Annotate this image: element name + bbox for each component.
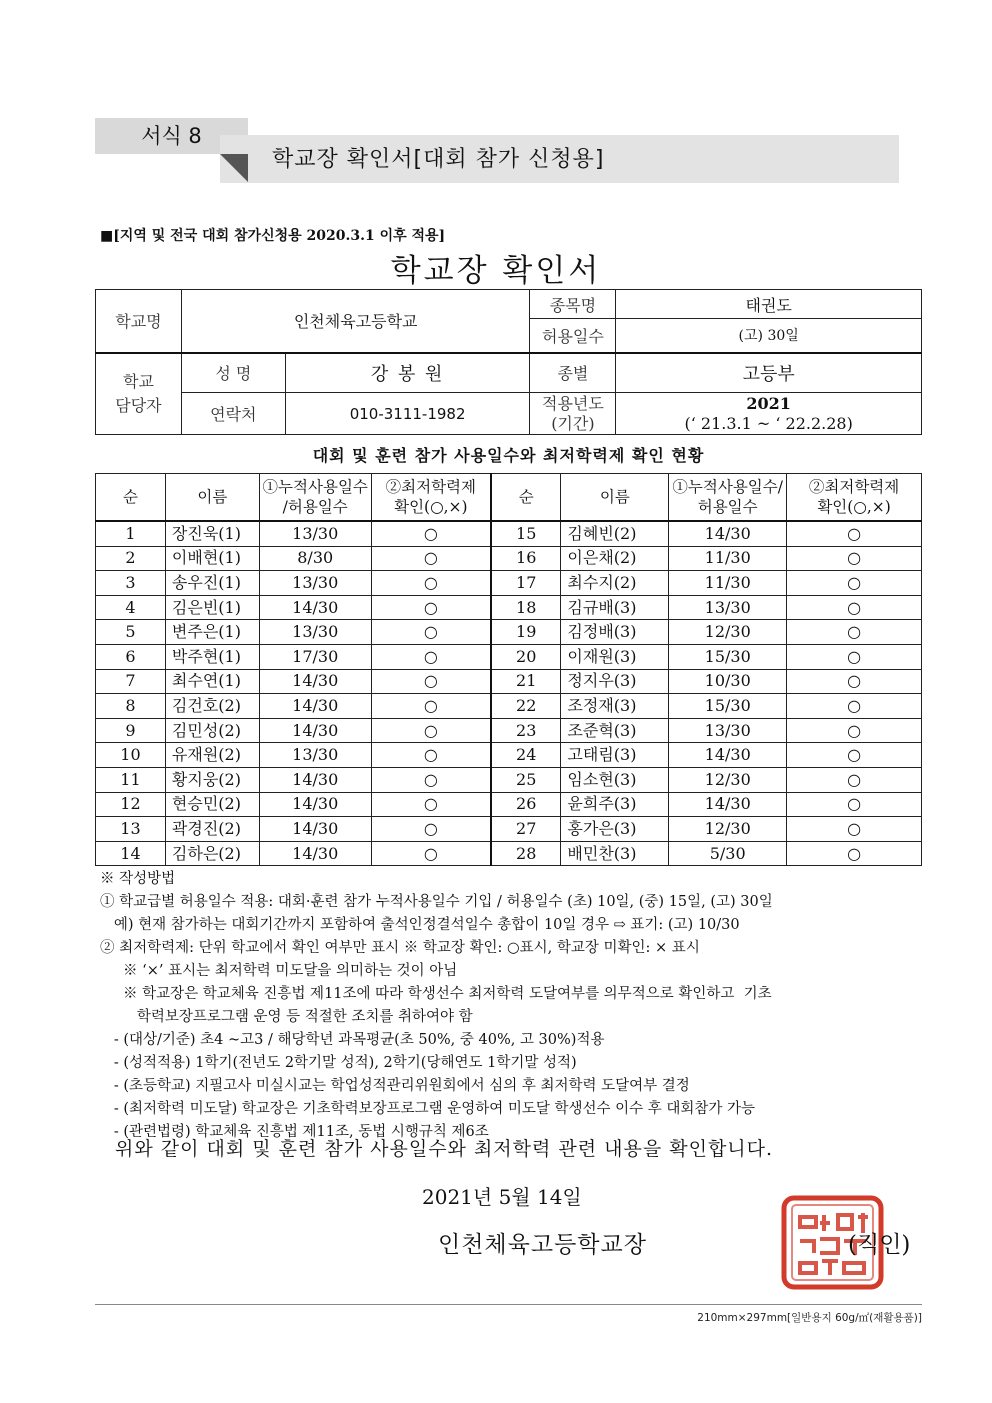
used-days-right: 14/30 — [669, 743, 787, 768]
student-name-right: 김정배(3) — [561, 620, 669, 645]
used-days-left: 14/30 — [259, 669, 371, 694]
check-right: ○ — [787, 817, 922, 842]
student-name-right: 김혜빈(2) — [561, 521, 669, 546]
student-name-left: 장진욱(1) — [165, 521, 259, 546]
year-label: 적용년도 (기간) — [530, 393, 616, 435]
manager-label: 학교 담당자 — [96, 353, 182, 435]
row-no-left: 6 — [96, 644, 166, 669]
student-name-right: 이은채(2) — [561, 546, 669, 571]
row-no-right: 23 — [491, 718, 561, 743]
confirmation-statement: 위와 같이 대회 및 훈련 참가 사용일수와 최저학력 관련 내용을 확인합니다. — [115, 1138, 774, 1160]
used-days-right: 12/30 — [669, 620, 787, 645]
used-days-right: 11/30 — [669, 546, 787, 571]
row-no-right: 25 — [491, 767, 561, 792]
row-no-left: 9 — [96, 718, 166, 743]
applicability-notice: ■[지역 및 전국 대회 참가신청용 2020.3.1 이후 적용] — [100, 228, 446, 244]
row-no-right: 16 — [491, 546, 561, 571]
principal-name: 인천체육고등학교장 — [438, 1232, 647, 1258]
check-left: ○ — [371, 792, 491, 817]
used-days-right: 15/30 — [669, 644, 787, 669]
student-name-left: 최수연(1) — [165, 669, 259, 694]
check-left: ○ — [371, 817, 491, 842]
check-left: ○ — [371, 841, 491, 866]
row-no-right: 18 — [491, 595, 561, 620]
student-name-right: 홍가은(3) — [561, 817, 669, 842]
table-row — [96, 841, 922, 866]
used-days-left: 13/30 — [259, 521, 371, 546]
row-no-left: 2 — [96, 546, 166, 571]
check-right: ○ — [787, 595, 922, 620]
contact-value: 010-3111-1982 — [285, 393, 530, 435]
check-right: ○ — [787, 743, 922, 768]
used-days-right: 11/30 — [669, 571, 787, 596]
row-no-left: 3 — [96, 571, 166, 596]
check-left: ○ — [371, 571, 491, 596]
instruction-line: ※ 학교장은 학교체육 진흥법 제11조에 따라 학생선수 최저학력 도달여부를 의무적으로 확인하고 기초 — [100, 986, 772, 1002]
row-no-right: 27 — [491, 817, 561, 842]
student-name-left: 박주현(1) — [165, 644, 259, 669]
check-left: ○ — [371, 620, 491, 645]
table-row — [96, 718, 922, 743]
instruction-line: - (최저학력 미도달) 학교장은 기초학력보장프로그램 운영하여 미도달 학생선수 이수 후 대회참가 가능 — [100, 1101, 756, 1117]
student-name-left: 송우진(1) — [165, 571, 259, 596]
row-no-right: 22 — [491, 694, 561, 719]
used-days-left: 14/30 — [259, 817, 371, 842]
row-no-left: 11 — [96, 767, 166, 792]
student-name-left: 김민성(2) — [165, 718, 259, 743]
days-label: 허용일수 — [530, 319, 616, 353]
document-title: 학교장 확인서 — [390, 253, 602, 289]
header-title: 학교장 확인서[대회 참가 신청용] — [272, 147, 605, 172]
issue-date: 2021년 5월 14일 — [422, 1185, 582, 1209]
student-name-left: 현승민(2) — [165, 792, 259, 817]
table-row — [96, 817, 922, 842]
status-table — [95, 473, 922, 866]
check-right: ○ — [787, 620, 922, 645]
check-left: ○ — [371, 694, 491, 719]
student-name-left: 김은빈(1) — [165, 595, 259, 620]
student-name-right: 조정재(3) — [561, 694, 669, 719]
used-days-left: 13/30 — [259, 743, 371, 768]
row-no-right: 20 — [491, 644, 561, 669]
table-row — [96, 521, 922, 546]
used-days-right: 15/30 — [669, 694, 787, 719]
student-name-left: 곽경진(2) — [165, 817, 259, 842]
instruction-line: ② 최저학력제: 단위 학교에서 확인 여부만 표시 ※ 학교장 확인: ○표시, 학교장 미확인: × 표시 — [100, 940, 700, 956]
student-name-right: 윤희주(3) — [561, 792, 669, 817]
event-label: 종목명 — [530, 290, 616, 319]
table-row — [96, 595, 922, 620]
type-value: 고등부 — [616, 353, 922, 393]
header-triangle-decoration — [220, 154, 248, 182]
table-row — [96, 767, 922, 792]
row-no-right: 21 — [491, 669, 561, 694]
student-name-right: 조준혁(3) — [561, 718, 669, 743]
status-table-title: 대회 및 훈련 참가 사용일수와 최저학력제 확인 현황 — [312, 446, 705, 465]
header-no-right: 순 — [491, 474, 561, 522]
row-no-left: 7 — [96, 669, 166, 694]
row-no-right: 24 — [491, 743, 561, 768]
check-right: ○ — [787, 644, 922, 669]
instruction-line: ※ 작성방법 — [100, 871, 176, 887]
instruction-line: ※ ‘×’ 표시는 최저학력 미도달을 의미하는 것이 아님 — [100, 963, 458, 979]
instruction-line: - (관련법령) 학교체육 진흥법 제11조, 동법 시행규칙 제6조 — [100, 1124, 489, 1140]
contact-label: 연락처 — [181, 393, 285, 435]
used-days-left: 14/30 — [259, 841, 371, 866]
student-name-right: 김규배(3) — [561, 595, 669, 620]
used-days-right: 14/30 — [669, 521, 787, 546]
student-name-left: 김하은(2) — [165, 841, 259, 866]
table-row — [96, 694, 922, 719]
check-right: ○ — [787, 718, 922, 743]
used-days-left: 14/30 — [259, 792, 371, 817]
row-no-right: 19 — [491, 620, 561, 645]
instructions — [100, 868, 930, 1144]
form-number-tab: 서식 8 — [95, 118, 248, 154]
name-value: 강 봉 원 — [285, 353, 530, 393]
school-label: 학교명 — [96, 290, 182, 353]
school-value: 인천체육고등학교 — [181, 290, 530, 353]
row-no-left: 14 — [96, 841, 166, 866]
table-row — [96, 546, 922, 571]
check-left: ○ — [371, 767, 491, 792]
table-row — [96, 571, 922, 596]
instruction-line: - (초등학교) 지필고사 미실시교는 학업성적관리위원회에서 심의 후 최저학력 도달여부 결정 — [100, 1078, 690, 1094]
header-check-left: ②최저학력제 확인(○,×) — [371, 474, 491, 522]
header-name-left: 이름 — [165, 474, 259, 522]
instruction-line: 예) 현재 참가하는 대회기간까지 포함하여 출석인정결석일수 총합이 10일 경우 ⇨ 표기: (고) 10/30 — [100, 917, 740, 933]
used-days-right: 10/30 — [669, 669, 787, 694]
used-days-right: 14/30 — [669, 792, 787, 817]
used-days-left: 14/30 — [259, 694, 371, 719]
info-table — [95, 289, 922, 435]
used-days-left: 17/30 — [259, 644, 371, 669]
row-no-left: 8 — [96, 694, 166, 719]
student-name-right: 고태림(3) — [561, 743, 669, 768]
year-value: 2021 — [746, 393, 791, 413]
student-name-right: 정지우(3) — [561, 669, 669, 694]
days-value: (고) 30일 — [616, 319, 922, 353]
check-right: ○ — [787, 841, 922, 866]
name-label: 성 명 — [181, 353, 285, 393]
check-left: ○ — [371, 718, 491, 743]
used-days-right: 13/30 — [669, 718, 787, 743]
row-no-right: 26 — [491, 792, 561, 817]
used-days-left: 14/30 — [259, 595, 371, 620]
used-days-left: 8/30 — [259, 546, 371, 571]
row-no-right: 17 — [491, 571, 561, 596]
student-name-left: 황지웅(2) — [165, 767, 259, 792]
student-name-left: 유재원(2) — [165, 743, 259, 768]
instruction-line: 학력보장프로그램 운영 등 적절한 조치를 취하여야 함 — [100, 1009, 473, 1025]
used-days-left: 14/30 — [259, 718, 371, 743]
check-right: ○ — [787, 571, 922, 596]
row-no-left: 10 — [96, 743, 166, 768]
row-no-right: 15 — [491, 521, 561, 546]
type-label: 종별 — [530, 353, 616, 393]
header-days-right: ①누적사용일수/ 허용일수 — [669, 474, 787, 522]
used-days-right: 5/30 — [669, 841, 787, 866]
table-row — [96, 620, 922, 645]
used-days-right: 12/30 — [669, 817, 787, 842]
row-no-left: 5 — [96, 620, 166, 645]
instruction-line: - (대상/기준) 초4 ~고3 / 해당학년 과목평균(초 50%, 중 40%, 고 30%)적용 — [100, 1032, 605, 1048]
used-days-right: 12/30 — [669, 767, 787, 792]
check-right: ○ — [787, 669, 922, 694]
header-no-left: 순 — [96, 474, 166, 522]
used-days-left: 14/30 — [259, 767, 371, 792]
check-right: ○ — [787, 546, 922, 571]
row-no-left: 13 — [96, 817, 166, 842]
event-value: 태권도 — [616, 290, 922, 319]
table-row — [96, 743, 922, 768]
used-days-right: 13/30 — [669, 595, 787, 620]
used-days-left: 13/30 — [259, 571, 371, 596]
header-days-left: ①누적사용일수 /허용일수 — [259, 474, 371, 522]
student-name-right: 배민찬(3) — [561, 841, 669, 866]
check-left: ○ — [371, 595, 491, 620]
seal-mark-label: (직인) — [848, 1232, 911, 1258]
used-days-left: 13/30 — [259, 620, 371, 645]
student-name-right: 이재원(3) — [561, 644, 669, 669]
check-left: ○ — [371, 743, 491, 768]
table-row — [96, 792, 922, 817]
check-right: ○ — [787, 792, 922, 817]
check-left: ○ — [371, 546, 491, 571]
student-name-left: 김건호(2) — [165, 694, 259, 719]
check-right: ○ — [787, 694, 922, 719]
table-row — [96, 669, 922, 694]
check-left: ○ — [371, 644, 491, 669]
instruction-line: ① 학교급별 허용일수 적용: 대회·훈련 참가 누적사용일수 기입 / 허용일수 (초) 10일, (중) 15일, (고) 30일 — [100, 894, 773, 910]
row-no-right: 28 — [491, 841, 561, 866]
student-name-left: 이배현(1) — [165, 546, 259, 571]
student-name-right: 임소현(3) — [561, 767, 669, 792]
header-name-right: 이름 — [561, 474, 669, 522]
row-no-left: 12 — [96, 792, 166, 817]
check-left: ○ — [371, 521, 491, 546]
check-right: ○ — [787, 521, 922, 546]
paper-spec-footer: 210mm×297mm[일반용지 60g/㎡(재활용품)] — [697, 1312, 922, 1324]
header-check-right: ②최저학력제 확인(○,×) — [787, 474, 922, 522]
check-left: ○ — [371, 669, 491, 694]
check-right: ○ — [787, 767, 922, 792]
row-no-left: 1 — [96, 521, 166, 546]
table-row — [96, 644, 922, 669]
student-name-left: 변주은(1) — [165, 620, 259, 645]
year-period: (‘ 21.3.1 ~ ‘ 22.2.28) — [684, 413, 853, 433]
footer-divider — [95, 1304, 922, 1305]
instruction-line: - (성적적용) 1학기(전년도 2학기말 성적), 2학기(당해연도 1학기말 성적) — [100, 1055, 577, 1071]
student-name-right: 최수지(2) — [561, 571, 669, 596]
row-no-left: 4 — [96, 595, 166, 620]
